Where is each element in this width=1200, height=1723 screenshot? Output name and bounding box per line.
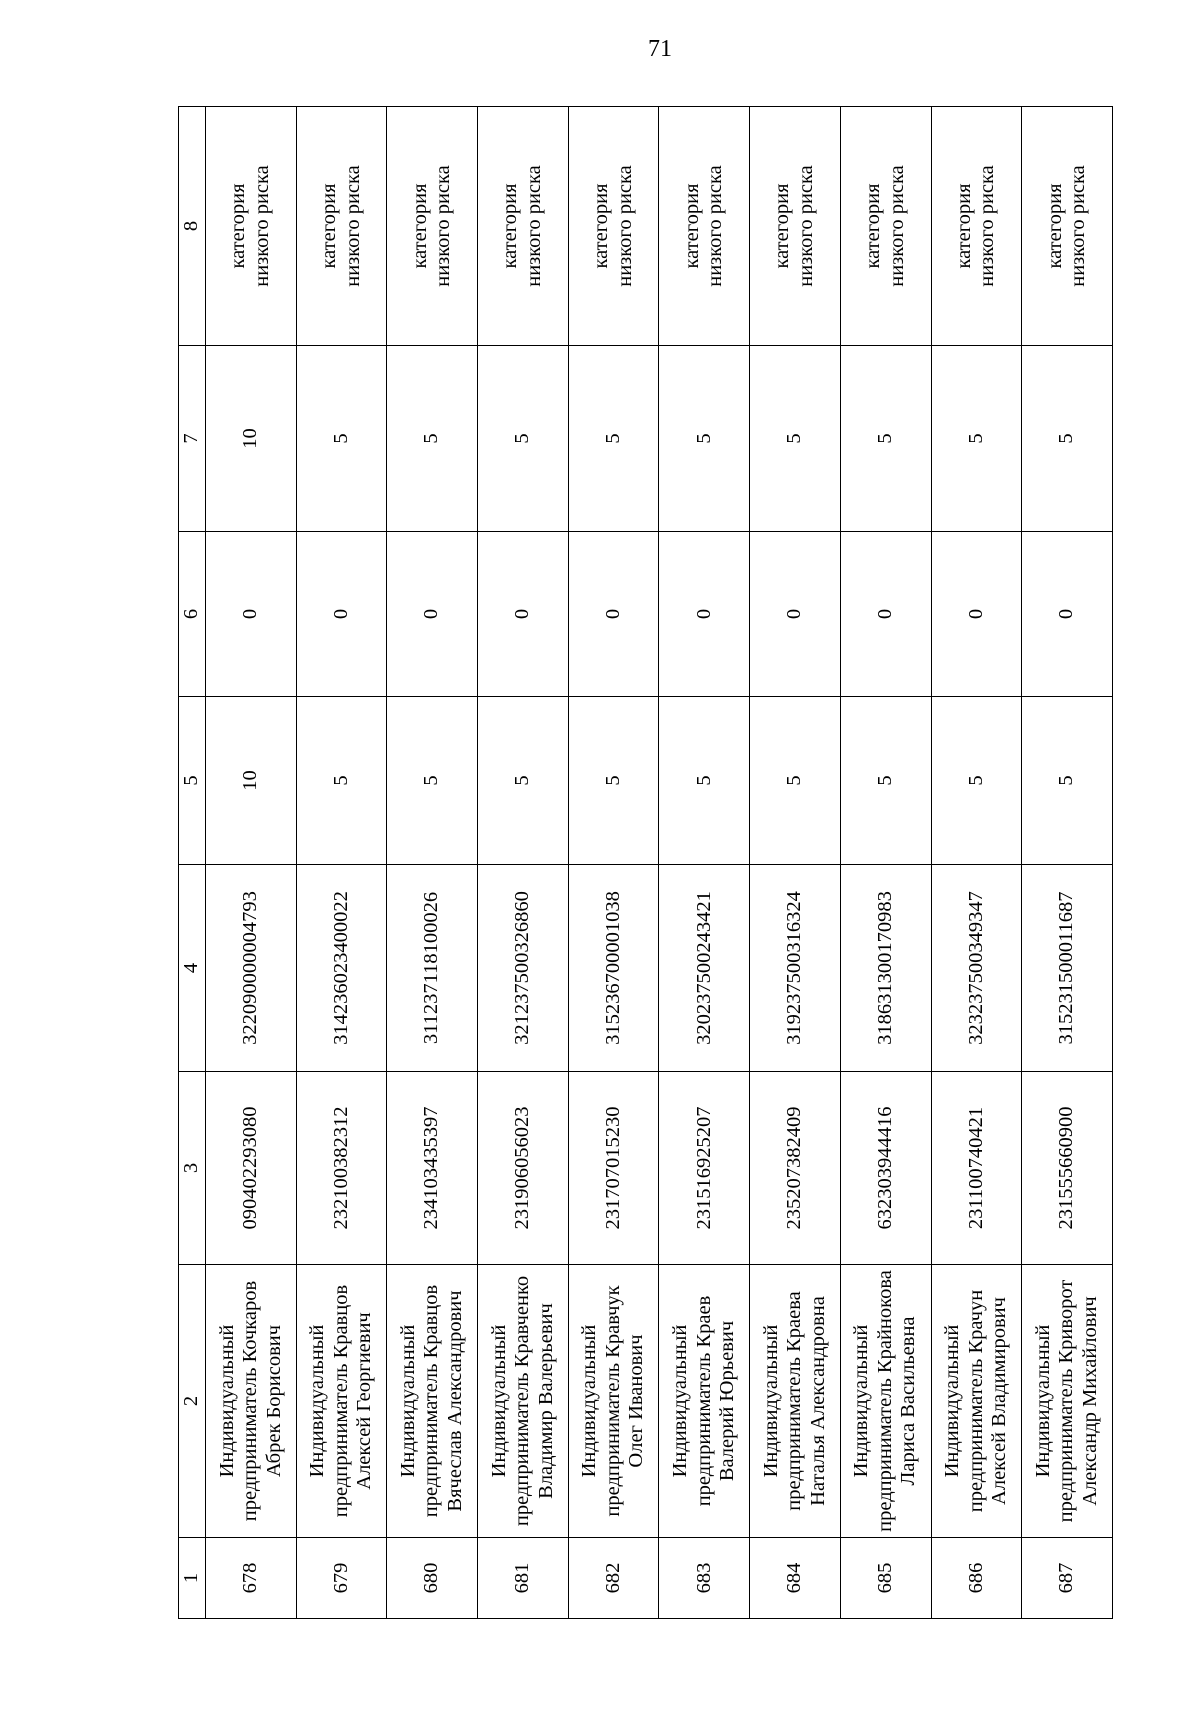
ogrnip-cell: 323237500349347 xyxy=(931,865,1022,1072)
ogrnip-cell: 319237500316324 xyxy=(750,865,841,1072)
row-number-cell: 682 xyxy=(568,1538,659,1619)
column-6-value-cell: 0 xyxy=(931,532,1022,697)
row-number-cell: 683 xyxy=(659,1538,750,1619)
ogrnip-cell: 314236023400022 xyxy=(296,865,387,1072)
column-5-value-cell: 5 xyxy=(659,697,750,865)
row-number-cell: 680 xyxy=(387,1538,478,1619)
risk-category-cell: категория низкого риска xyxy=(750,107,841,346)
table-row xyxy=(659,107,750,1619)
ogrnip-cell: 315236700001038 xyxy=(568,865,659,1072)
inn-cell: 232100382312 xyxy=(296,1072,387,1265)
column-5-value-cell: 5 xyxy=(387,697,478,865)
row-number-cell: 687 xyxy=(1022,1538,1113,1619)
entrepreneur-name-cell: Индивидуальный предприниматель Краев Валерий Юрьевич xyxy=(659,1265,750,1538)
entrepreneur-name-cell: Индивидуальный предприниматель Кочкаров Абрек Борисович xyxy=(206,1265,297,1538)
column-5-value-cell: 5 xyxy=(296,697,387,865)
inn-cell: 231516925207 xyxy=(659,1072,750,1265)
column-7-value-cell: 5 xyxy=(1022,346,1113,532)
header-col-2: 2 xyxy=(179,1265,206,1538)
table-body xyxy=(206,107,1113,1619)
column-6-value-cell: 0 xyxy=(478,532,569,697)
table-row xyxy=(296,107,387,1619)
column-6-value-cell: 0 xyxy=(568,532,659,697)
column-6-value-cell: 0 xyxy=(750,532,841,697)
column-6-value-cell: 0 xyxy=(296,532,387,697)
column-7-value-cell: 5 xyxy=(840,346,931,532)
column-5-value-cell: 5 xyxy=(750,697,841,865)
inn-cell: 231555660900 xyxy=(1022,1072,1113,1265)
row-number-cell: 678 xyxy=(206,1538,297,1619)
column-7-value-cell: 5 xyxy=(387,346,478,532)
ogrnip-cell: 318631300170983 xyxy=(840,865,931,1072)
row-number-cell: 686 xyxy=(931,1538,1022,1619)
table-header xyxy=(179,107,206,1619)
ogrnip-cell: 321237500326860 xyxy=(478,865,569,1072)
row-number-cell: 681 xyxy=(478,1538,569,1619)
column-7-value-cell: 5 xyxy=(296,346,387,532)
column-7-value-cell: 5 xyxy=(931,346,1022,532)
rotated-table-container xyxy=(178,107,1113,1619)
risk-category-cell: категория низкого риска xyxy=(931,107,1022,346)
header-row xyxy=(179,107,206,1619)
risk-category-cell: категория низкого риска xyxy=(206,107,297,346)
column-7-value-cell: 10 xyxy=(206,346,297,532)
header-col-7: 7 xyxy=(179,346,206,532)
table-row xyxy=(568,107,659,1619)
header-col-3: 3 xyxy=(179,1072,206,1265)
inn-cell: 231906056023 xyxy=(478,1072,569,1265)
inn-cell: 234103435397 xyxy=(387,1072,478,1265)
column-5-value-cell: 5 xyxy=(840,697,931,865)
inn-cell: 231707015230 xyxy=(568,1072,659,1265)
row-number-cell: 679 xyxy=(296,1538,387,1619)
inn-cell: 632303944416 xyxy=(840,1072,931,1265)
row-number-cell: 685 xyxy=(840,1538,931,1619)
ogrnip-cell: 311237118100026 xyxy=(387,865,478,1072)
header-col-4: 4 xyxy=(179,865,206,1072)
risk-category-cell: категория низкого риска xyxy=(387,107,478,346)
ogrnip-cell: 320237500243421 xyxy=(659,865,750,1072)
ogrnip-cell: 315231500011687 xyxy=(1022,865,1113,1072)
column-6-value-cell: 0 xyxy=(1022,532,1113,697)
column-6-value-cell: 0 xyxy=(206,532,297,697)
table-row xyxy=(750,107,841,1619)
entrepreneur-name-cell: Индивидуальный предприниматель Кравченко Владимир Валерьевич xyxy=(478,1265,569,1538)
header-col-6: 6 xyxy=(179,532,206,697)
table-frame xyxy=(178,107,1113,1619)
table-row xyxy=(387,107,478,1619)
entrepreneur-name-cell: Индивидуальный предприниматель Кравцов Алексей Георгиевич xyxy=(296,1265,387,1538)
risk-category-cell: категория низкого риска xyxy=(296,107,387,346)
table-row xyxy=(206,107,297,1619)
entrepreneur-name-cell: Индивидуальный предприниматель Кравцов Вячеслав Александрович xyxy=(387,1265,478,1538)
table-row xyxy=(478,107,569,1619)
table-row xyxy=(840,107,931,1619)
column-5-value-cell: 5 xyxy=(931,697,1022,865)
registry-table xyxy=(178,106,1113,1619)
entrepreneur-name-cell: Индивидуальный предприниматель Криворот Александр Михайлович xyxy=(1022,1265,1113,1538)
column-7-value-cell: 5 xyxy=(750,346,841,532)
header-col-8: 8 xyxy=(179,107,206,346)
column-6-value-cell: 0 xyxy=(387,532,478,697)
column-5-value-cell: 10 xyxy=(206,697,297,865)
row-number-cell: 684 xyxy=(750,1538,841,1619)
column-6-value-cell: 0 xyxy=(659,532,750,697)
entrepreneur-name-cell: Индивидуальный предприниматель Крачун Алексей Владимирович xyxy=(931,1265,1022,1538)
column-5-value-cell: 5 xyxy=(568,697,659,865)
inn-cell: 090402293080 xyxy=(206,1072,297,1265)
column-5-value-cell: 5 xyxy=(478,697,569,865)
entrepreneur-name-cell: Индивидуальный предприниматель Крайнокова Лариса Васильевна xyxy=(840,1265,931,1538)
header-col-5: 5 xyxy=(179,697,206,865)
header-col-1: 1 xyxy=(179,1538,206,1619)
risk-category-cell: категория низкого риска xyxy=(1022,107,1113,346)
column-7-value-cell: 5 xyxy=(659,346,750,532)
inn-cell: 235207382409 xyxy=(750,1072,841,1265)
column-6-value-cell: 0 xyxy=(840,532,931,697)
entrepreneur-name-cell: Индивидуальный предприниматель Краева Наталья Александровна xyxy=(750,1265,841,1538)
inn-cell: 231100740421 xyxy=(931,1072,1022,1265)
column-7-value-cell: 5 xyxy=(568,346,659,532)
page-number: 71 xyxy=(648,36,672,62)
risk-category-cell: категория низкого риска xyxy=(659,107,750,346)
risk-category-cell: категория низкого риска xyxy=(568,107,659,346)
entrepreneur-name-cell: Индивидуальный предприниматель Кравчук Олег Иванович xyxy=(568,1265,659,1538)
column-7-value-cell: 5 xyxy=(478,346,569,532)
table-row xyxy=(931,107,1022,1619)
ogrnip-cell: 322090000004793 xyxy=(206,865,297,1072)
risk-category-cell: категория низкого риска xyxy=(840,107,931,346)
risk-category-cell: категория низкого риска xyxy=(478,107,569,346)
table-row xyxy=(1022,107,1113,1619)
column-5-value-cell: 5 xyxy=(1022,697,1113,865)
